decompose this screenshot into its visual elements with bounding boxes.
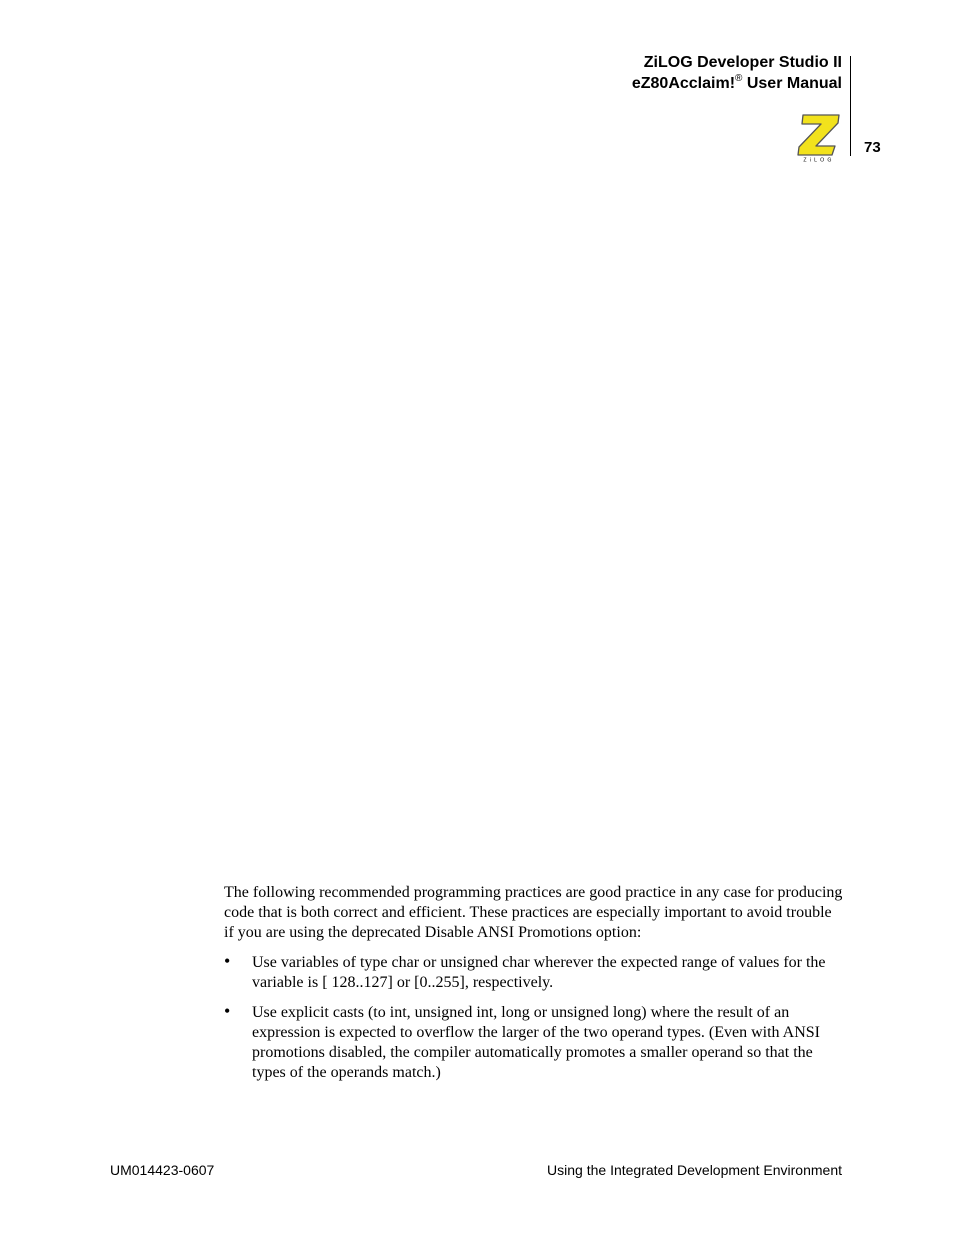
title-suffix: User Manual xyxy=(742,75,842,92)
practices-list xyxy=(224,953,844,1083)
title-line-2 xyxy=(632,73,842,94)
document-title xyxy=(632,52,842,94)
body-content xyxy=(224,883,844,1093)
header-divider xyxy=(850,56,851,156)
list-item-text: Use explicit casts (to int, unsigned int, long or unsigned long) where the result of an expression is expected to overflow the larger of the two operand types. (Even with ANSI promotions disabled, the compiler automatically promotes a smaller operand so that the types of the operands match.) xyxy=(252,1004,820,1081)
list-item xyxy=(224,1003,844,1083)
registered-mark: ® xyxy=(735,73,743,84)
intro-paragraph: The following recommended programming practices are good practice in any case for producing code that is both correct and efficient. These practices are especially important to avoid trouble if you are using the deprecated Disable ANSI Promotions option: xyxy=(224,884,843,941)
zilog-logo-icon xyxy=(794,112,844,162)
title-line-1: ZiLOG Developer Studio II xyxy=(643,54,842,71)
list-item xyxy=(224,953,844,993)
logo-wordmark: ZiLOG xyxy=(803,157,835,162)
page-number: 73 xyxy=(864,139,881,156)
footer-section-title: Using the Integrated Development Environment xyxy=(547,1162,842,1178)
bullet-icon: • xyxy=(224,951,231,971)
list-item-text: Use variables of type char or unsigned char wherever the expected range of values for the variable is [ 128..127] or [0..255], respectively. xyxy=(252,954,826,991)
product-name: eZ80Acclaim! xyxy=(631,75,736,92)
footer-doc-id: UM014423-0607 xyxy=(110,1162,215,1178)
bullet-icon: • xyxy=(224,1001,231,1021)
